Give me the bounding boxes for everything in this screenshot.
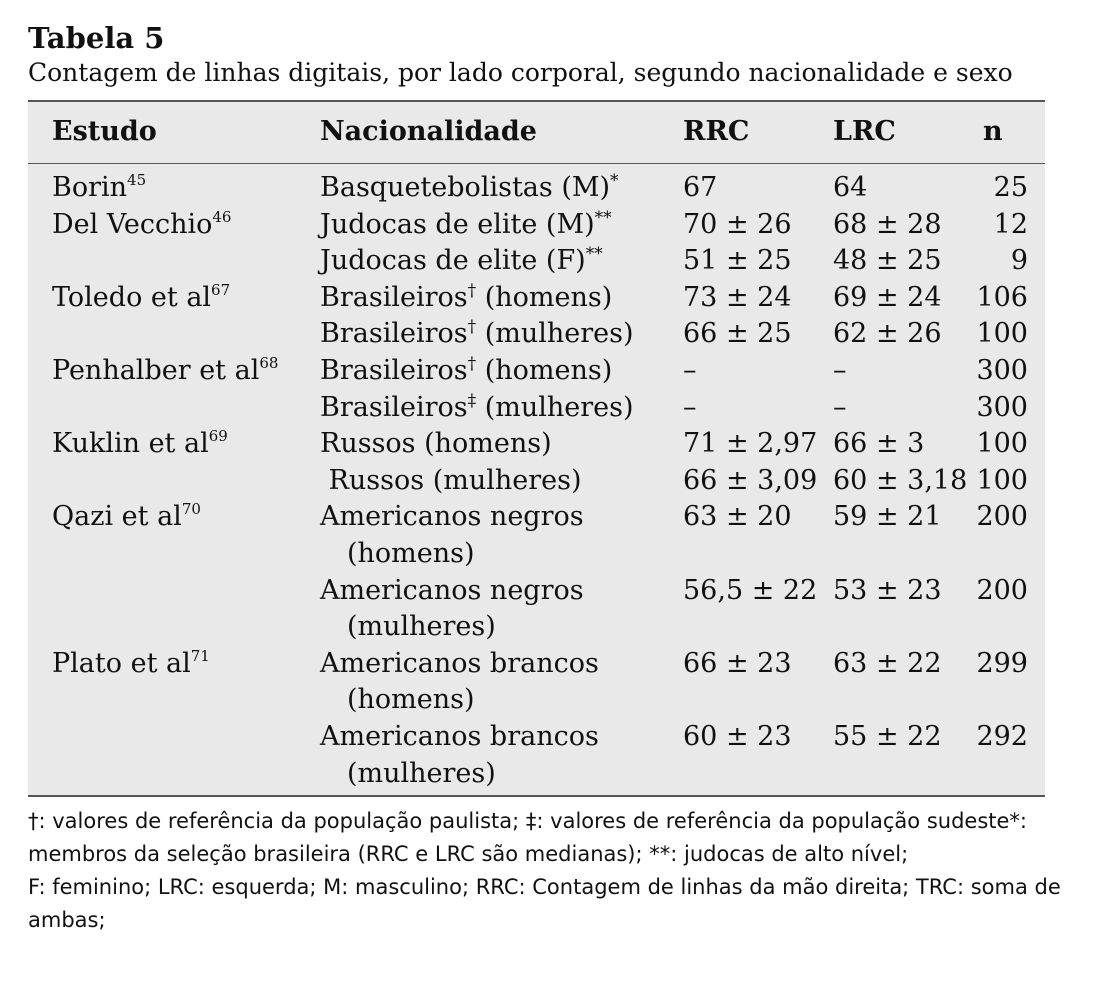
- cell-estudo: [52, 426, 228, 463]
- cell-n: 299: [976, 647, 1028, 679]
- footnote-symbols: †: valores de referência da população paulista; ‡: valores de referência da população sudeste*: membros da seleção brasileira (RRC e LRC são medianas); **: judocas de alto nível;: [28, 809, 1027, 866]
- nationality-text: Russos (mulheres): [320, 464, 582, 496]
- cell-n: 100: [976, 318, 1028, 350]
- cell-lrc: 64: [833, 172, 868, 203]
- nationality-suffix: (mulheres): [476, 391, 634, 423]
- cell-estudo: [52, 207, 231, 244]
- nationality-suffix: (homens): [476, 281, 613, 313]
- table-row: [28, 280, 1045, 317]
- cell-lrc: 66 ± 3: [833, 428, 925, 460]
- cell-n: 106: [976, 281, 1028, 313]
- header-n: n: [983, 116, 1003, 147]
- table-row: [28, 463, 1045, 500]
- cell-n: 292: [976, 720, 1028, 752]
- cell-lrc: 48 ± 25: [833, 245, 942, 277]
- cell-lrc: –: [833, 354, 847, 386]
- reference-number: 67: [211, 280, 231, 299]
- cell-lrc: 60 ± 3,18: [833, 464, 968, 496]
- cell-n: 100: [976, 428, 1028, 460]
- cell-lrc: 53 ± 23: [833, 574, 942, 606]
- cell-n: 300: [976, 391, 1028, 423]
- cell-lrc: 59 ± 21: [833, 501, 942, 533]
- cell-nacionalidade: [320, 573, 584, 646]
- table-row: [28, 499, 1045, 572]
- header-rrc: RRC: [683, 116, 750, 147]
- cell-rrc: 67: [683, 172, 718, 203]
- table-header-row: [28, 102, 1045, 164]
- nationality-suffix: (mulheres): [476, 318, 634, 350]
- cell-nacionalidade: [320, 316, 634, 353]
- footnote-mark: ‡: [467, 390, 477, 411]
- table-row: [28, 243, 1045, 280]
- nationality-sex: (mulheres): [347, 611, 496, 643]
- cell-lrc: 69 ± 24: [833, 281, 942, 313]
- nationality-sex: (homens): [347, 537, 475, 569]
- cell-estudo: [52, 353, 278, 390]
- nationality-text: Brasileiros: [320, 391, 468, 423]
- nationality-text: Judocas de elite (F): [320, 245, 586, 277]
- nationality-text: Brasileiros: [320, 281, 468, 313]
- cell-rrc: 56,5 ± 22: [683, 574, 818, 606]
- cell-rrc: 66 ± 23: [683, 647, 792, 679]
- cell-nacionalidade: [320, 280, 612, 317]
- nationality-text: Judocas de elite (M): [320, 208, 595, 240]
- footnote-mark: †: [467, 317, 477, 338]
- table-row: [28, 719, 1045, 792]
- study-name: Toledo et al: [52, 281, 212, 313]
- study-name: Plato et al: [52, 647, 191, 679]
- cell-rrc: –: [683, 391, 697, 423]
- table-footnotes: [28, 805, 1068, 937]
- footnote-mark: †: [467, 280, 477, 301]
- footnote-abbreviations: F: feminino; LRC: esquerda; M: masculino; RRC: Contagem de linhas da mão direita; TRC: soma de ambas;: [28, 875, 1061, 932]
- nationality-sex: (homens): [347, 684, 475, 716]
- cell-n: 200: [976, 501, 1028, 533]
- cell-estudo: [52, 170, 146, 207]
- nationality-text: Americanos brancos: [320, 647, 599, 679]
- header-estudo: Estudo: [52, 116, 157, 147]
- table-row: [28, 207, 1045, 244]
- reference-number: 46: [212, 207, 232, 226]
- nationality-text: Brasileiros: [320, 318, 468, 350]
- header-nacionalidade: Nacionalidade: [320, 116, 537, 147]
- study-name: Qazi et al: [52, 501, 182, 533]
- data-table: [28, 100, 1045, 797]
- footnote-mark: **: [594, 207, 612, 228]
- table-caption: Contagem de linhas digitais, por lado corporal, segundo nacionalidade e sexo: [28, 58, 1013, 87]
- cell-lrc: 55 ± 22: [833, 720, 942, 752]
- cell-n: 9: [1010, 245, 1028, 277]
- cell-nacionalidade: [320, 719, 599, 792]
- footnote-mark: †: [467, 353, 477, 374]
- cell-nacionalidade: [320, 207, 612, 244]
- nationality-text: Americanos negros: [320, 501, 584, 533]
- reference-number: 45: [127, 171, 147, 189]
- header-lrc: LRC: [833, 116, 896, 147]
- cell-lrc: 68 ± 28: [833, 208, 942, 240]
- reference-number: 71: [190, 646, 210, 665]
- nationality-text: Americanos brancos: [320, 720, 599, 752]
- cell-n: 200: [976, 574, 1028, 606]
- cell-lrc: –: [833, 391, 847, 423]
- table-row: [28, 573, 1045, 646]
- cell-estudo: [52, 280, 230, 317]
- study-name: Borin: [52, 172, 128, 203]
- table-row: [28, 170, 1045, 207]
- table-title: Tabela 5: [28, 21, 165, 55]
- cell-n: 300: [976, 354, 1028, 386]
- study-name: Penhalber et al: [52, 354, 260, 386]
- cell-nacionalidade: [320, 170, 619, 207]
- cell-estudo: [52, 646, 210, 683]
- cell-nacionalidade: [320, 390, 634, 427]
- cell-rrc: –: [683, 354, 697, 386]
- nationality-text: Russos (homens): [320, 428, 552, 460]
- cell-n: 100: [976, 464, 1028, 496]
- study-name: Kuklin et al: [52, 428, 209, 460]
- cell-nacionalidade: [320, 499, 584, 572]
- cell-rrc: 71 ± 2,97: [683, 428, 818, 460]
- nationality-text: Americanos negros: [320, 574, 584, 606]
- reference-number: 68: [259, 353, 279, 372]
- table-body: [28, 170, 1045, 792]
- cell-rrc: 66 ± 25: [683, 318, 792, 350]
- cell-rrc: 66 ± 3,09: [683, 464, 818, 496]
- cell-nacionalidade: [320, 426, 552, 463]
- cell-n: 12: [993, 208, 1028, 240]
- table-row: [28, 316, 1045, 353]
- cell-nacionalidade: [320, 243, 603, 280]
- cell-rrc: 73 ± 24: [683, 281, 792, 313]
- cell-rrc: 63 ± 20: [683, 501, 792, 533]
- nationality-sex: (mulheres): [347, 757, 496, 789]
- footnote-mark: *: [610, 171, 619, 191]
- cell-lrc: 63 ± 22: [833, 647, 942, 679]
- cell-rrc: 70 ± 26: [683, 208, 792, 240]
- table-row: [28, 426, 1045, 463]
- cell-estudo: [52, 499, 201, 536]
- nationality-text: Brasileiros: [320, 354, 468, 386]
- cell-rrc: 60 ± 23: [683, 720, 792, 752]
- cell-nacionalidade: [320, 463, 582, 500]
- reference-number: 69: [208, 427, 228, 446]
- cell-rrc: 51 ± 25: [683, 245, 792, 277]
- table-row: [28, 646, 1045, 719]
- nationality-text: Basquetebolistas (M): [320, 172, 611, 203]
- study-name: Del Vecchio: [52, 208, 213, 240]
- cell-n: 25: [993, 172, 1028, 203]
- cell-nacionalidade: [320, 353, 612, 390]
- reference-number: 70: [181, 500, 201, 519]
- table-row: [28, 353, 1045, 390]
- cell-lrc: 62 ± 26: [833, 318, 942, 350]
- table-row: [28, 390, 1045, 427]
- cell-nacionalidade: [320, 646, 599, 719]
- nationality-suffix: (homens): [476, 354, 613, 386]
- footnote-mark: **: [585, 244, 603, 265]
